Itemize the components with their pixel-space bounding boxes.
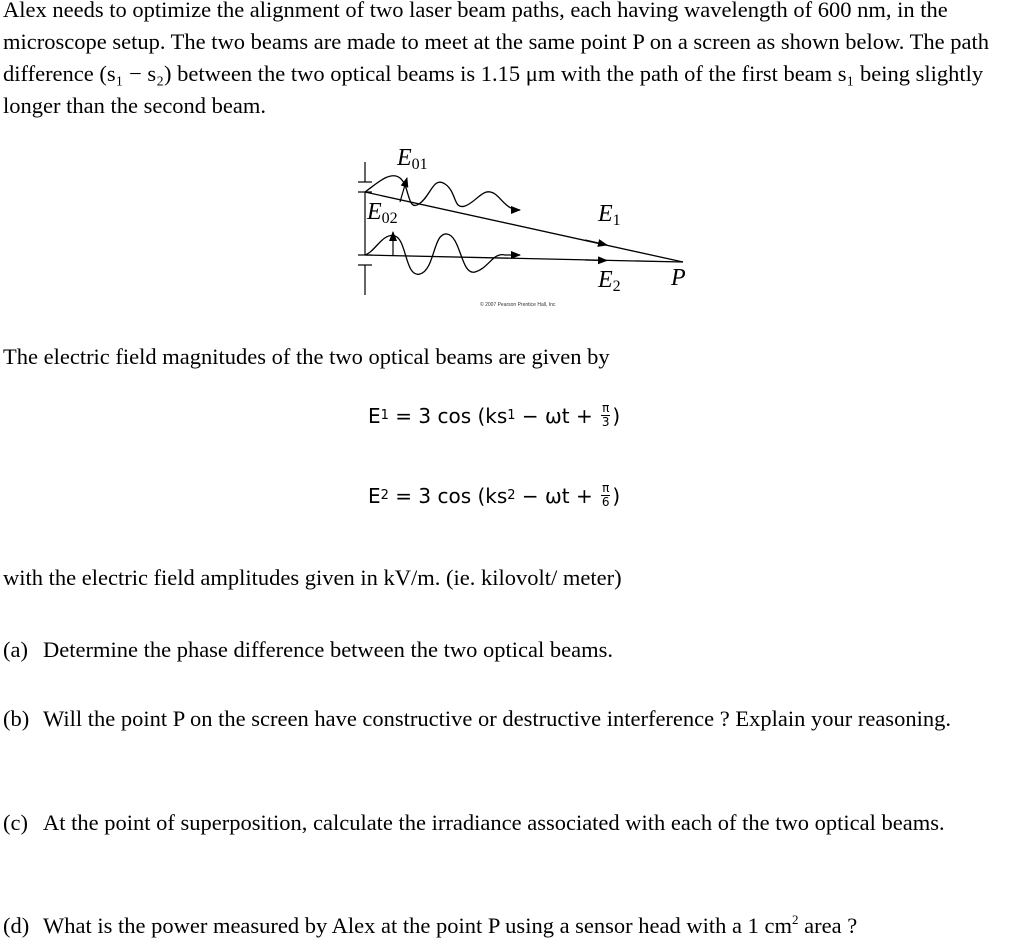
beam1-path <box>365 192 683 262</box>
question-label: (d) <box>3 913 30 938</box>
question-label: (a) <box>3 637 28 662</box>
equation-e1: E 1 = 3 cos (ks 1 − ωt + $\frac{\pi}{3}$ ) <box>368 401 621 429</box>
question-a <box>3 633 1021 666</box>
question-b <box>3 702 1021 735</box>
beam2-wave <box>365 234 520 274</box>
question-c <box>3 806 1021 839</box>
label-e1: $E_1$ <box>598 201 621 229</box>
problem-intro: Alex needs to optimize the alignment of two laser beam paths, each having wavelength of 600 nm, in the microscope setup. The two beams are made to meet at the same point P on a screen as shown below. The path difference (s₁ − s₂) between the two optical beams is 1.15 μm with the path of the first beam s₁ being slightly longer than the second beam. <box>3 0 989 118</box>
question-text: Will the point P on the screen have constructive or destructive interference ? Explain your reasoning. <box>43 706 951 731</box>
question-text: At the point of superposition, calculate the irradiance associated with each of the two optical beams. <box>43 810 945 835</box>
label-e02: $E_{02}$ <box>367 199 398 227</box>
equation-e2: E 2 = 3 cos (ks 2 − ωt + $\frac{\pi}{6}$ ) <box>368 481 621 509</box>
question-label: (c) <box>3 810 28 835</box>
question-text: Determine the phase difference between the two optical beams. <box>43 637 613 662</box>
beam2-path <box>365 255 683 262</box>
figure-credit: © 2007 Pearson Prentice Hall, Inc <box>480 302 556 308</box>
amplitude-note: with the electric field amplitudes given in kV/m. (ie. kilovolt/ meter) <box>3 565 622 590</box>
fields-intro: The electric field magnitudes of the two optical beams are given by <box>3 344 610 369</box>
label-p: P <box>671 265 686 291</box>
question-label: (b) <box>3 706 30 731</box>
label-e2: $E_2$ <box>598 267 621 295</box>
question-d <box>3 909 1021 942</box>
label-e01: $E_{01}$ <box>397 145 428 173</box>
question-text: What is the power measured by Alex at the point P using a sensor head with a 1 $cm^2$ area ? <box>43 912 858 938</box>
interference-figure <box>345 140 705 320</box>
